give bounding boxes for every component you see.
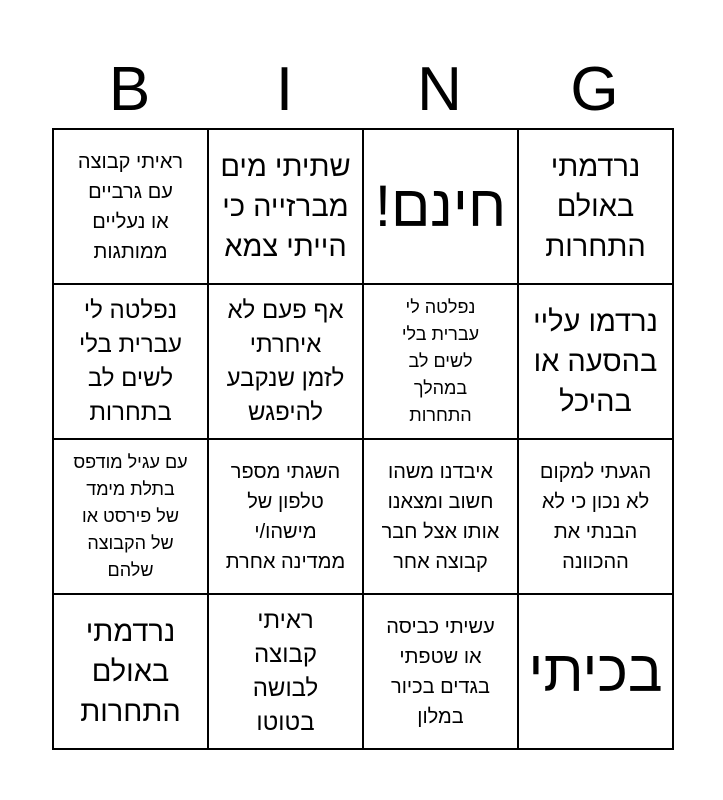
cell-text: הגעתי למקום לא נכון כי לא הבנתי את ההכוונה xyxy=(539,460,652,573)
grid-row-2 xyxy=(53,284,673,439)
bingo-cell[interactable] xyxy=(208,594,363,749)
cell-text: ראיתי קבוצה לבושה בטוטו xyxy=(252,606,319,736)
bingo-cell[interactable] xyxy=(208,284,363,439)
bingo-cell[interactable] xyxy=(53,284,208,439)
bingo-cell[interactable] xyxy=(53,129,208,284)
bingo-cell[interactable] xyxy=(53,594,208,749)
bingo-cell[interactable] xyxy=(518,129,673,284)
bingo-cell[interactable] xyxy=(363,439,518,594)
bingo-cell[interactable] xyxy=(363,284,518,439)
bingo-title xyxy=(52,52,672,128)
title-letter-b: B xyxy=(108,55,151,124)
bingo-cell[interactable] xyxy=(208,129,363,284)
bingo-cell[interactable] xyxy=(518,284,673,439)
bingo-cell[interactable] xyxy=(518,439,673,594)
grid-row-3 xyxy=(53,439,673,594)
bingo-cell[interactable] xyxy=(208,439,363,594)
title-letter-i: I xyxy=(275,55,294,124)
cell-text: איבדנו משהו חשוב ומצאנו אותו אצל חבר קבוצה אחר xyxy=(381,460,500,573)
bingo-cell[interactable] xyxy=(363,594,518,749)
cell-text: השגתי מספר טלפון של מישהו/י ממדינה אחרת xyxy=(225,460,346,573)
cell-text: נרדמתי באולם התחרות xyxy=(545,150,646,263)
bingo-cell[interactable] xyxy=(53,439,208,594)
cell-text: עם עגיל מודפס בתלת מימד של פירסט או של הקבוצה שלהם xyxy=(73,452,188,580)
cell-text: שתיתי מים מברזייה כי הייתי צמא xyxy=(220,150,351,263)
cell-text: נרדמתי באולם התחרות xyxy=(80,615,181,728)
cell-text: ראיתי קבוצה עם גרביים או נעליים ממותגות xyxy=(77,150,184,263)
cell-text: נרדמו עליי בהסעה או בהיכל xyxy=(533,305,658,418)
grid-row-1 xyxy=(53,129,673,284)
cell-text: חינם! xyxy=(374,173,507,239)
title-letter-g: G xyxy=(570,55,619,124)
bingo-cell[interactable] xyxy=(518,594,673,749)
free-space-cell[interactable] xyxy=(363,129,518,284)
cell-text: אף פעם לא איחרתי לזמן שנקבע להיפגש xyxy=(226,296,345,426)
bingo-grid xyxy=(52,128,674,750)
cell-text: בכיתי xyxy=(528,638,663,704)
cell-text: נפלטה לי עברית בלי לשים לב בתחרות xyxy=(79,296,182,426)
title-letter-n: N xyxy=(417,55,462,124)
cell-text: נפלטה לי עברית בלי לשים לב במהלך התחרות xyxy=(401,297,480,425)
cell-text: עשיתי כביסה או שטפתי בגדים בכיור במלון xyxy=(386,615,495,728)
grid-row-4 xyxy=(53,594,673,749)
